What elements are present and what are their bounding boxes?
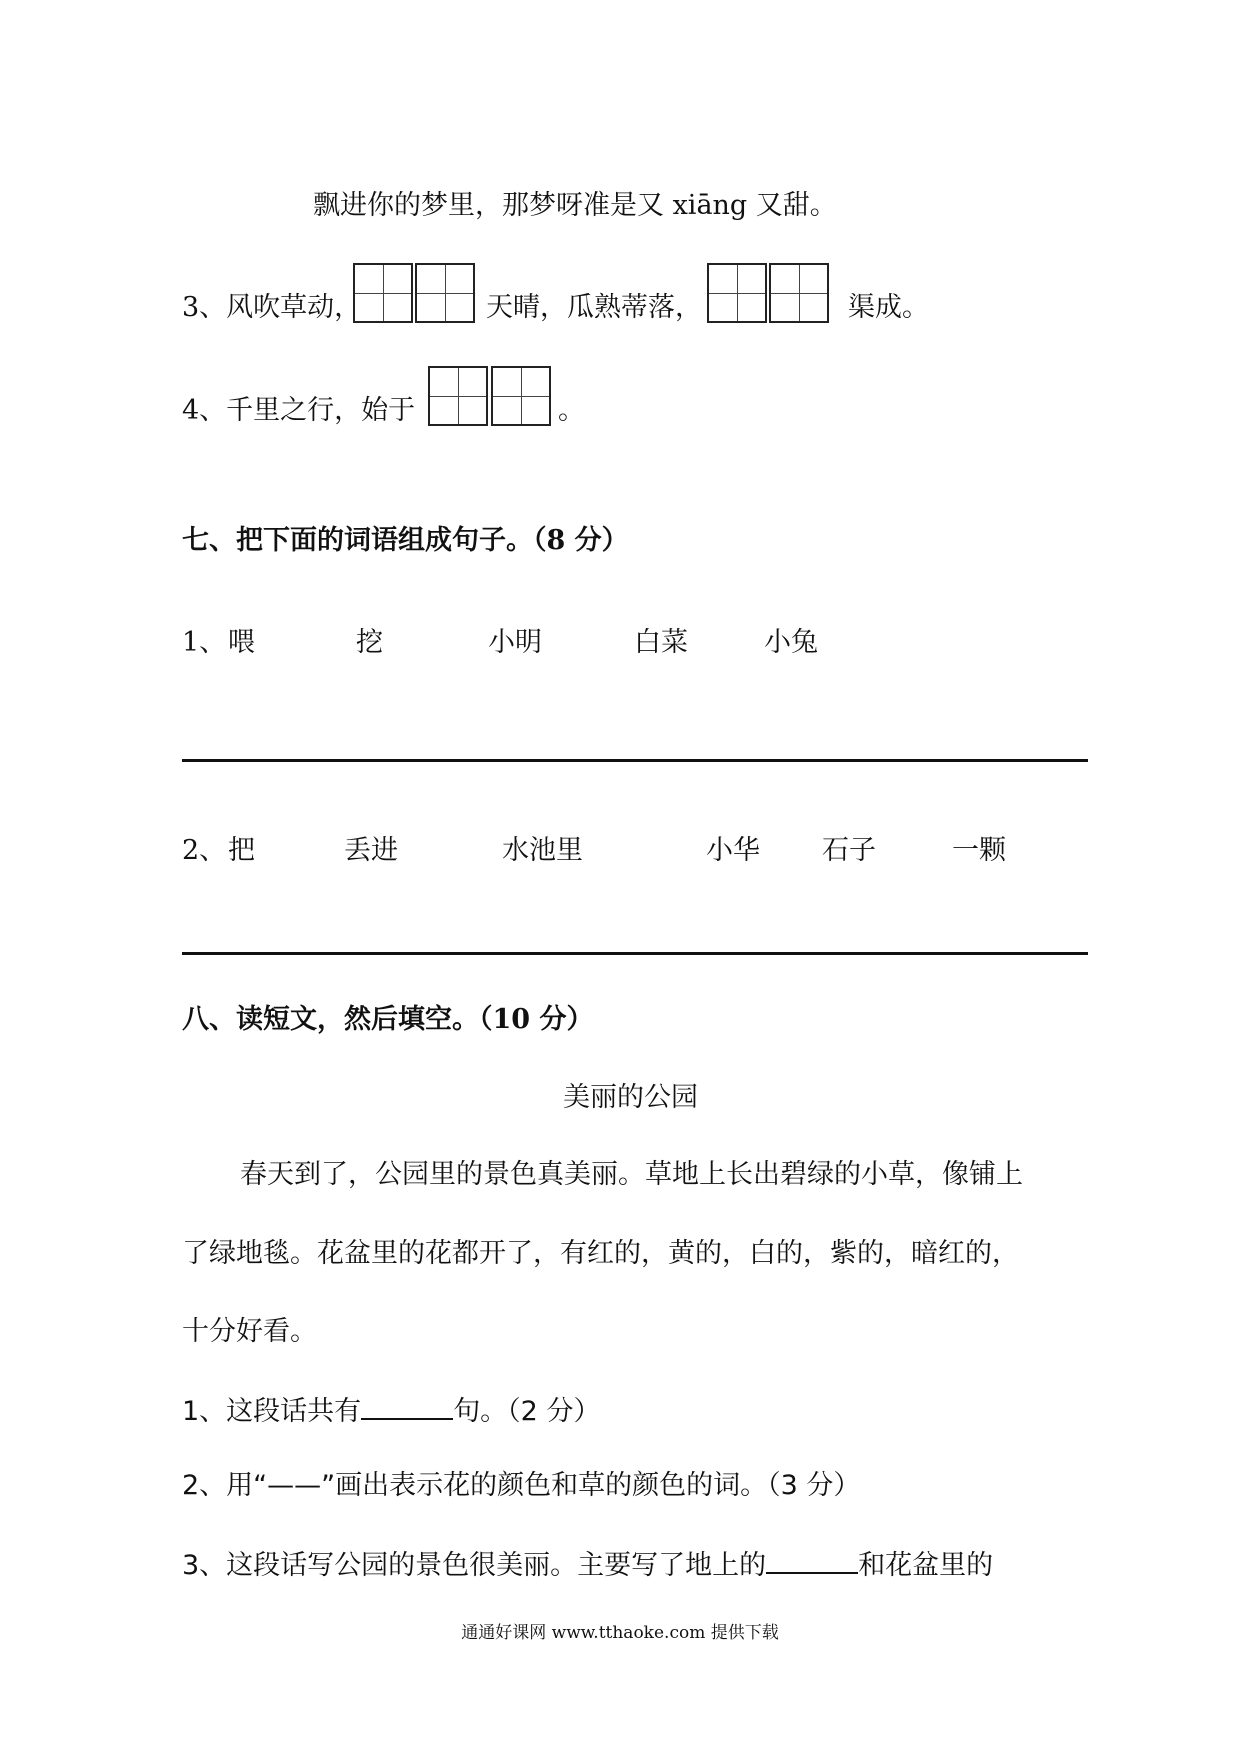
section8-title: 八、读短文，然后填空。（10 分） bbox=[182, 1004, 594, 1035]
s8-q3-before: 3、这段话写公园的景色很美丽。主要写了地上的 bbox=[182, 1550, 767, 1581]
q4-part2: 。 bbox=[558, 395, 585, 426]
q2-number: 2、 bbox=[182, 835, 227, 866]
q1-number: 1、 bbox=[182, 627, 227, 658]
q2-word: 小华 bbox=[706, 835, 760, 866]
section7-title: 七、把下面的词语组成句子。（8 分） bbox=[182, 525, 629, 556]
q1-word: 小明 bbox=[488, 627, 542, 658]
q2-word: 一颗 bbox=[952, 835, 1006, 866]
passage-line: 春天到了，公园里的景色真美丽。草地上长出碧绿的小草，像铺上 bbox=[240, 1159, 1023, 1190]
passage-line: 十分好看。 bbox=[182, 1316, 317, 1347]
char-box[interactable] bbox=[353, 263, 413, 323]
answer-blank[interactable] bbox=[361, 1392, 453, 1420]
answer-blank[interactable] bbox=[766, 1546, 858, 1574]
char-box[interactable] bbox=[428, 366, 488, 426]
char-box[interactable] bbox=[491, 366, 551, 426]
q1-word: 小兔 bbox=[764, 627, 818, 658]
q3-part3: 渠成。 bbox=[848, 292, 929, 323]
char-box[interactable] bbox=[769, 263, 829, 323]
q3-part2: 天晴，瓜熟蒂落， bbox=[486, 292, 702, 323]
q1-word: 白菜 bbox=[634, 627, 688, 658]
q2-word: 丢进 bbox=[344, 835, 398, 866]
q4-part1: 4、千里之行，始于 bbox=[182, 395, 416, 426]
char-box[interactable] bbox=[415, 263, 475, 323]
footer-text: 通通好课网 www.tthaoke.com 提供下载 bbox=[461, 1623, 779, 1643]
s8-q2: 2、用“——”画出表示花的颜色和草的颜色的词。（3 分） bbox=[182, 1470, 861, 1501]
s8-q3 bbox=[182, 1546, 993, 1584]
char-box[interactable] bbox=[707, 263, 767, 323]
passage-line: 了绿地毯。花盆里的花都开了，有红的，黄的，白的，紫的，暗红的， bbox=[182, 1238, 1019, 1269]
q1-word: 喂 bbox=[228, 627, 255, 658]
s8-q3-after: 和花盆里的 bbox=[858, 1550, 994, 1581]
s8-q1-after: 句。（2 分） bbox=[453, 1396, 601, 1427]
passage-title: 美丽的公园 bbox=[563, 1082, 698, 1113]
s8-q1-before: 1、这段话共有 bbox=[182, 1396, 362, 1427]
q3-part1: 3、风吹草动， bbox=[182, 292, 362, 323]
q2-word: 水池里 bbox=[502, 835, 583, 866]
poem-last-line: 飘进你的梦里，那梦呀准是又 xiāng 又甜。 bbox=[313, 190, 837, 221]
q2-word: 石子 bbox=[822, 835, 876, 866]
q2-word: 把 bbox=[228, 835, 255, 866]
s8-q1 bbox=[182, 1392, 600, 1430]
answer-line[interactable] bbox=[182, 759, 1088, 762]
answer-line[interactable] bbox=[182, 952, 1088, 955]
q1-word: 挖 bbox=[356, 627, 383, 658]
